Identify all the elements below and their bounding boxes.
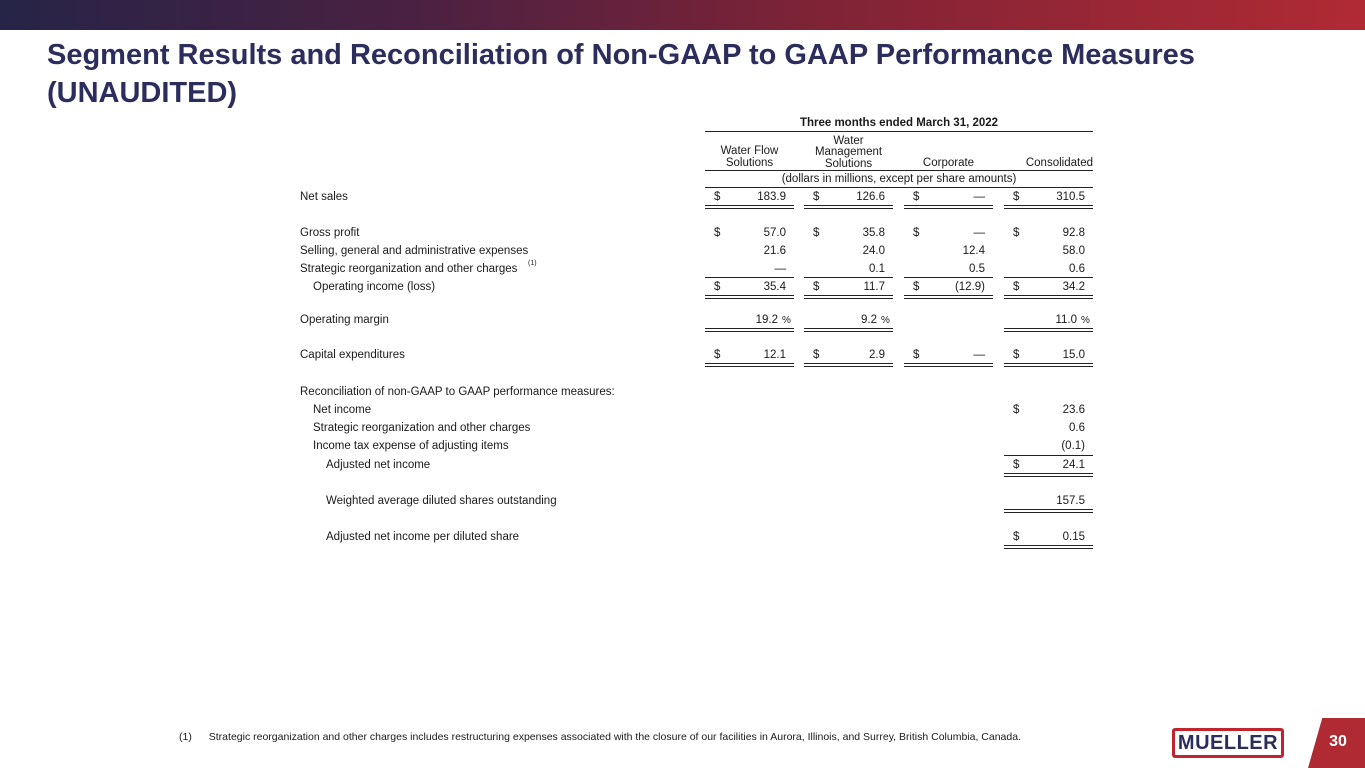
double-rule — [904, 363, 993, 367]
cell-value: — — [973, 227, 985, 239]
cell-value: 157.5 — [1056, 495, 1085, 507]
double-rule — [1004, 205, 1093, 209]
cell-value: 0.1 — [869, 263, 885, 275]
page-title-line-1: Segment Results and Reconciliation of Non-GAAP to GAAP Performance Measures — [47, 39, 1195, 71]
cell-value: 310.5 — [1056, 191, 1085, 203]
col-header-l3: Solutions — [824, 158, 873, 170]
row-label: Selling, general and administrative expenses — [300, 245, 529, 257]
cell-value: 92.8 — [1062, 227, 1085, 239]
cell-value: 9.2 — [861, 314, 877, 326]
cell-value: (12.9) — [954, 281, 985, 293]
cell-value: 12.1 — [763, 349, 786, 361]
currency-symbol: $ — [714, 191, 721, 203]
double-rule — [804, 295, 893, 299]
double-rule — [1004, 473, 1093, 477]
cell-value: 11.7 — [863, 281, 885, 293]
currency-symbol: $ — [913, 191, 920, 203]
currency-symbol: $ — [1013, 281, 1020, 293]
col-header-l2: Management — [814, 146, 883, 158]
double-rule — [804, 205, 893, 209]
row-label: Adjusted net income — [326, 459, 431, 471]
percent-sign: % — [1081, 315, 1090, 326]
row-label: Operating margin — [300, 314, 389, 326]
col-header-l3: Corporate — [922, 157, 975, 169]
row-label: Income tax expense of adjusting items — [313, 440, 509, 452]
row-label: Strategic reorganization and other charges — [300, 263, 518, 275]
double-rule — [1004, 328, 1093, 332]
currency-symbol: $ — [714, 227, 721, 239]
cell-value: — — [973, 191, 985, 203]
currency-symbol: $ — [1013, 459, 1020, 471]
double-rule — [705, 363, 794, 367]
cell-value: — — [973, 349, 985, 361]
cell-value: 23.6 — [1062, 404, 1085, 416]
cell-value: 35.8 — [862, 227, 885, 239]
double-rule — [1004, 545, 1093, 549]
double-rule — [705, 328, 794, 332]
currency-symbol: $ — [1013, 531, 1020, 543]
row-label: Gross profit — [300, 227, 360, 239]
cell-value: (0.1) — [1061, 440, 1085, 452]
currency-symbol: $ — [813, 191, 820, 203]
cell-value: 0.6 — [1069, 422, 1085, 434]
currency-symbol: $ — [813, 227, 820, 239]
percent-sign: % — [782, 315, 791, 326]
currency-symbol: $ — [913, 227, 920, 239]
subtotal-rule — [904, 277, 993, 278]
cell-value: 2.9 — [869, 349, 885, 361]
units-note-rule — [705, 187, 1093, 188]
mueller-logo: MUELLER — [1172, 728, 1284, 758]
period-header: Three months ended March 31, 2022 — [799, 117, 999, 129]
row-label: Strategic reorganization and other charges — [313, 422, 531, 434]
top-banner — [0, 0, 1365, 30]
currency-symbol: $ — [1013, 404, 1020, 416]
double-rule — [1004, 363, 1093, 367]
currency-symbol: $ — [1013, 349, 1020, 361]
cell-value: 11.0 — [1055, 314, 1077, 326]
footnote-reference-wrap — [525, 260, 537, 273]
cell-value: 183.9 — [757, 191, 786, 203]
column-header-rule — [705, 170, 1093, 171]
percent-sign: % — [881, 315, 890, 326]
cell-value: 57.0 — [763, 227, 786, 239]
row-label: Reconciliation of non-GAAP to GAAP performance measures: — [300, 386, 615, 398]
cell-value: 34.2 — [1062, 281, 1085, 293]
currency-symbol: $ — [714, 281, 721, 293]
double-rule — [804, 363, 893, 367]
currency-symbol: $ — [1013, 191, 1020, 203]
subtotal-rule — [705, 277, 794, 278]
cell-value: 15.0 — [1062, 349, 1085, 361]
cell-value: 24.0 — [862, 245, 885, 257]
page-number: 30 — [1329, 733, 1347, 750]
row-label: Adjusted net income per diluted share — [326, 531, 520, 543]
double-rule — [1004, 295, 1093, 299]
cell-value: 58.0 — [1062, 245, 1085, 257]
page-title — [47, 36, 1337, 112]
currency-symbol: $ — [813, 349, 820, 361]
cell-value: 126.6 — [856, 191, 885, 203]
row-label: Capital expenditures — [300, 349, 405, 361]
double-rule — [705, 295, 794, 299]
double-rule — [904, 205, 993, 209]
currency-symbol: $ — [913, 349, 920, 361]
row-label: Net sales — [300, 191, 348, 203]
footnote — [179, 731, 1021, 743]
double-rule — [705, 205, 794, 209]
col-header-l1: Water — [833, 135, 864, 147]
row-label: Net income — [313, 404, 372, 416]
double-rule — [1004, 509, 1093, 513]
footnote-text: Strategic reorganization and other charges includes restructuring expenses associated with the closure of our facilities in Aurora, Illinois, and Surrey, British Columbia, Canada. — [208, 731, 1021, 743]
currency-symbol: $ — [714, 349, 721, 361]
col-header-l3: Solutions — [725, 157, 774, 169]
subtotal-rule — [1004, 277, 1093, 278]
units-note: (dollars in millions, except per share amounts) — [781, 173, 1017, 185]
cell-value: 0.5 — [969, 263, 985, 275]
cell-value: 0.6 — [1069, 263, 1085, 275]
page-title-line-2: (UNAUDITED) — [47, 77, 238, 109]
col-header-l3: Consolidated — [1025, 157, 1093, 169]
currency-symbol: $ — [813, 281, 820, 293]
cell-value: 21.6 — [763, 245, 786, 257]
subtotal-rule — [1004, 455, 1093, 456]
cell-value: 12.4 — [962, 245, 985, 257]
footnote-reference: (1) — [528, 260, 537, 267]
double-rule — [904, 295, 993, 299]
cell-value: 24.1 — [1062, 459, 1085, 471]
double-rule — [804, 328, 893, 332]
cell-value: — — [774, 263, 786, 275]
currency-symbol: $ — [1013, 227, 1020, 239]
cell-value: 35.4 — [763, 281, 786, 293]
row-label: Weighted average diluted shares outstanding — [326, 495, 557, 507]
col-header-l2: Water Flow — [720, 145, 779, 157]
cell-value: 0.15 — [1062, 531, 1085, 543]
currency-symbol: $ — [913, 281, 920, 293]
cell-value: 19.2 — [755, 314, 778, 326]
row-label: Operating income (loss) — [313, 281, 436, 293]
subtotal-rule — [804, 277, 893, 278]
footnote-marker: (1) — [179, 731, 192, 743]
period-header-rule — [705, 131, 1093, 132]
